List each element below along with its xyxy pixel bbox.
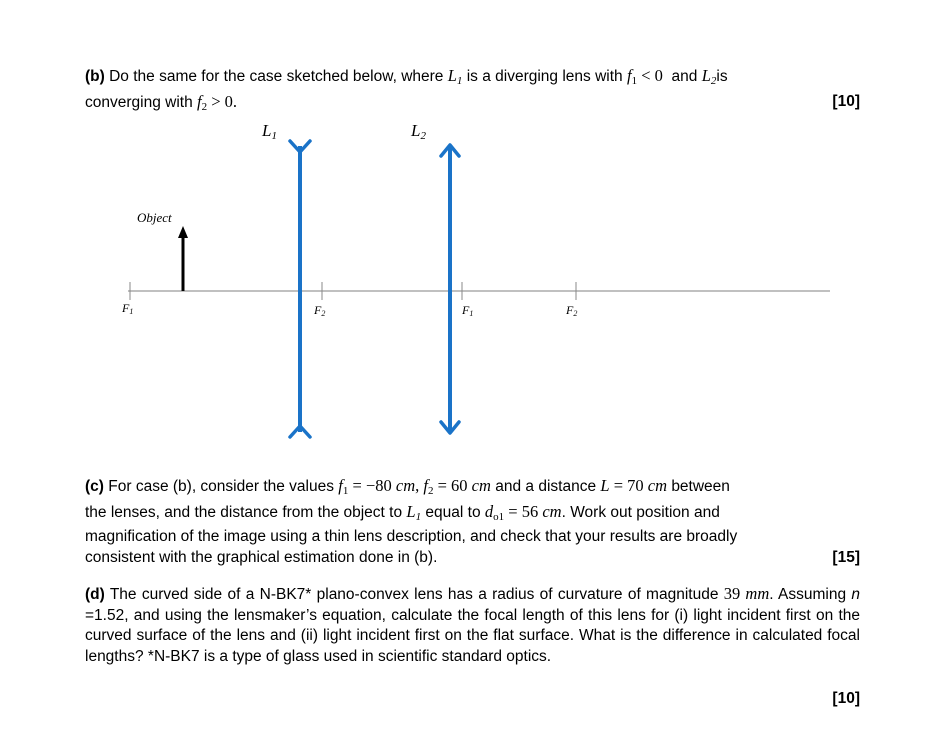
part-b-text-2: is a diverging lens with (466, 68, 623, 85)
part-b-text-5: converging with (85, 93, 193, 111)
part-c-text-6: . Work out position and (561, 503, 720, 521)
lens-distance: L = 70 cm (600, 476, 667, 495)
part-c-text-7: consistent with the graphical estimation done in (b). (85, 548, 438, 566)
part-b-label: (b) (85, 68, 105, 85)
part-d-text-2: . Assuming (769, 586, 847, 603)
part-c-line-2 (85, 502, 860, 528)
object-arrow-head (178, 226, 188, 238)
part-c-text-4: the lenses, and the distance from the object to (85, 503, 403, 521)
object-label: Object (137, 210, 172, 225)
lens1-label: L1 (262, 121, 277, 142)
part-d-label: (d) (85, 586, 105, 603)
part-c-text-2: and a distance (495, 478, 597, 495)
part-c-text-3: between (671, 478, 730, 495)
tick-label-f1-left: F1 (122, 301, 134, 316)
lens2-label: L2 (411, 121, 426, 142)
part-d-text-3: =1.52, and using the lensmaker’s equation, calculate the focal length of this lens for (i) light incident first on the curved surface of the lens and (ii) light incident first on the flat surface. What is the difference in calculated focal lengths? *N-BK7 is a type of glass used in scientific standard optics. (85, 606, 860, 665)
object-distance: $d_{o1} = 56$ cm (484, 501, 562, 523)
part-c-text-1: For case (b), consider the values (108, 478, 334, 495)
part-b-text-1: Do the same for the case sketched below, where (109, 68, 444, 85)
part-d-question (85, 584, 860, 667)
part-c-text-5: equal to (425, 503, 481, 521)
f1-value: $f_1 = -80$ cm, $f_2 = 60$ cm (338, 476, 491, 497)
part-c-label: (c) (85, 478, 104, 495)
radius-value: 39 mm (723, 584, 770, 603)
part-d-marks: [10] (832, 690, 860, 707)
part-b-text-4: is (716, 68, 728, 85)
part-b-marks: [10] (832, 92, 860, 110)
part-c-line-1 (85, 476, 860, 502)
part-c-line-4 (85, 548, 860, 569)
part-d-text-1: The curved side of a N-BK7* plano-convex lens has a radius of curvature of magnitude (109, 586, 719, 603)
f2-condition: $f_2 > 0$. (197, 91, 238, 113)
lens1-symbol: $L_1$ (447, 66, 463, 87)
lens2-symbol: $L_2$ (701, 66, 717, 87)
tick-label-f1-right: F1 (462, 303, 474, 318)
tick-label-f2-left: F2 (314, 303, 326, 318)
f1-condition: $f_1 < 0$ (626, 66, 663, 87)
refractive-index-symbol: n (851, 586, 861, 603)
part-c-question (85, 476, 860, 568)
part-b-text-3: and (671, 68, 698, 85)
part-c-marks: [15] (832, 548, 860, 566)
part-c-line-3: magnification of the image using a thin lens description, and check that your results are broadly (85, 528, 738, 545)
lens1-symbol-c: $L_1$ (406, 501, 422, 523)
tick-label-f2-right: F2 (566, 303, 578, 318)
